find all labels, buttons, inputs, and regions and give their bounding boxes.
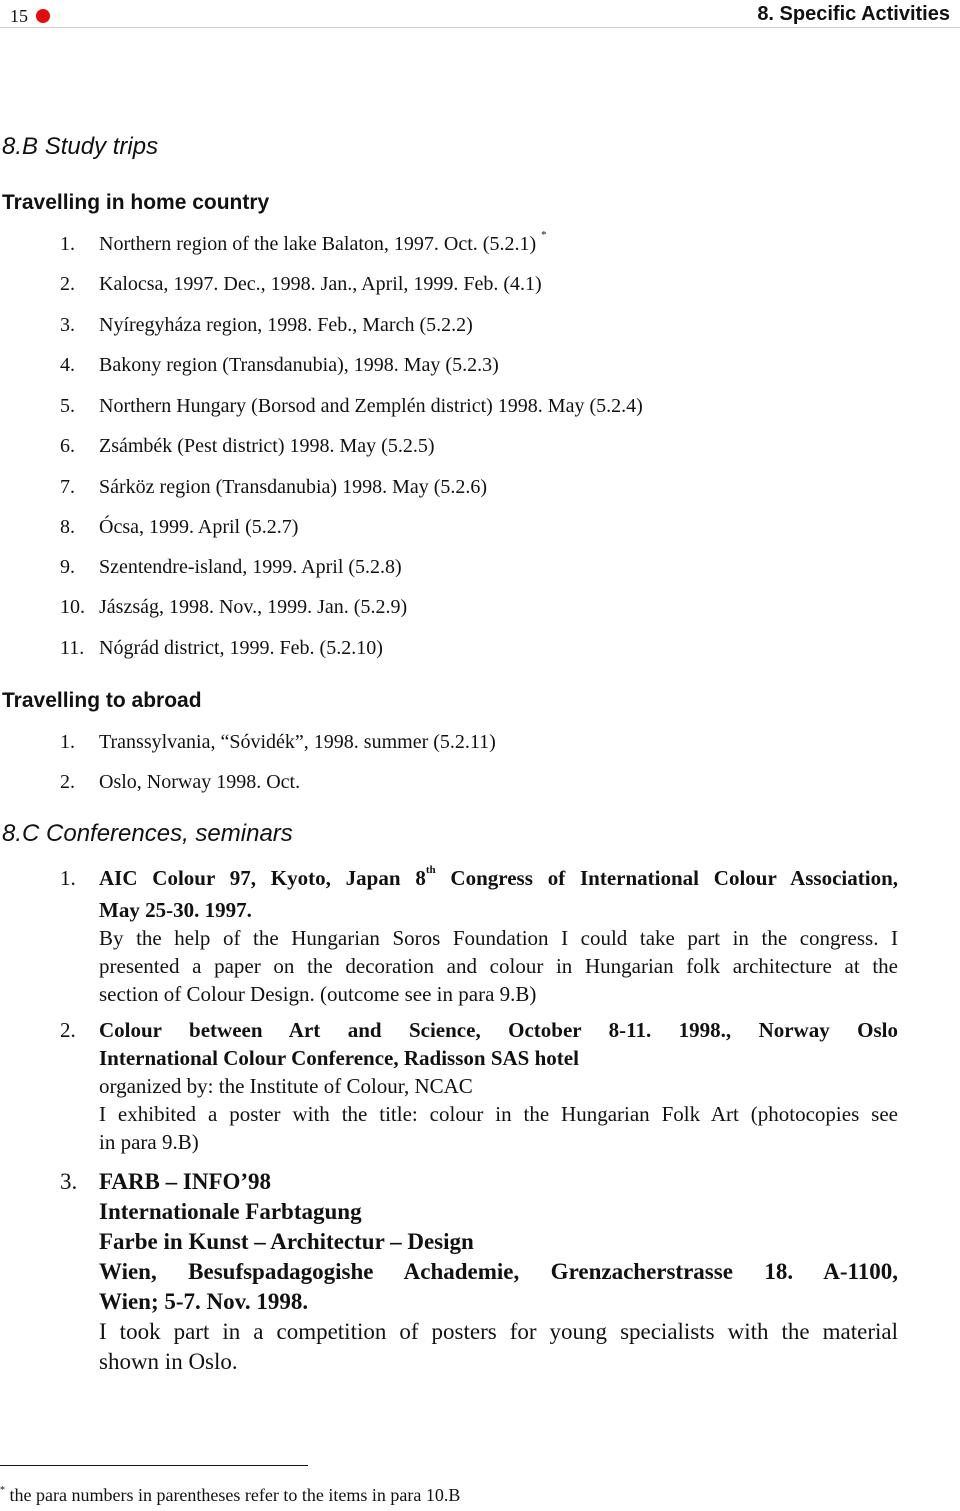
subheading-home-country: Travelling in home country: [2, 191, 270, 214]
section-title-study-trips: 8.B Study trips: [2, 133, 159, 160]
subheading-abroad: Travelling to abroad: [2, 689, 202, 712]
footnote-marker: *: [541, 229, 547, 241]
page-number: 15: [10, 6, 28, 26]
section-title-conferences: 8.C Conferences, seminars: [2, 820, 293, 847]
page-header: [0, 0, 960, 34]
conference-title: FARB – INFO’98: [99, 1169, 272, 1194]
chapter-title: 8. Specific Activities: [757, 3, 950, 25]
header-divider: [0, 27, 960, 28]
conference-title: Colour between Art and Science, October 8-11. 1998., Norway Oslo: [99, 1018, 898, 1042]
conference-title: AIC Colour 97, Kyoto, Japan 8th Congress of International Colour Association,: [99, 864, 898, 890]
red-dot-icon: [36, 9, 50, 23]
footnote: * the para numbers in parentheses refer to the items in para 10.B: [0, 1485, 461, 1505]
footnote-divider: [0, 1465, 308, 1466]
